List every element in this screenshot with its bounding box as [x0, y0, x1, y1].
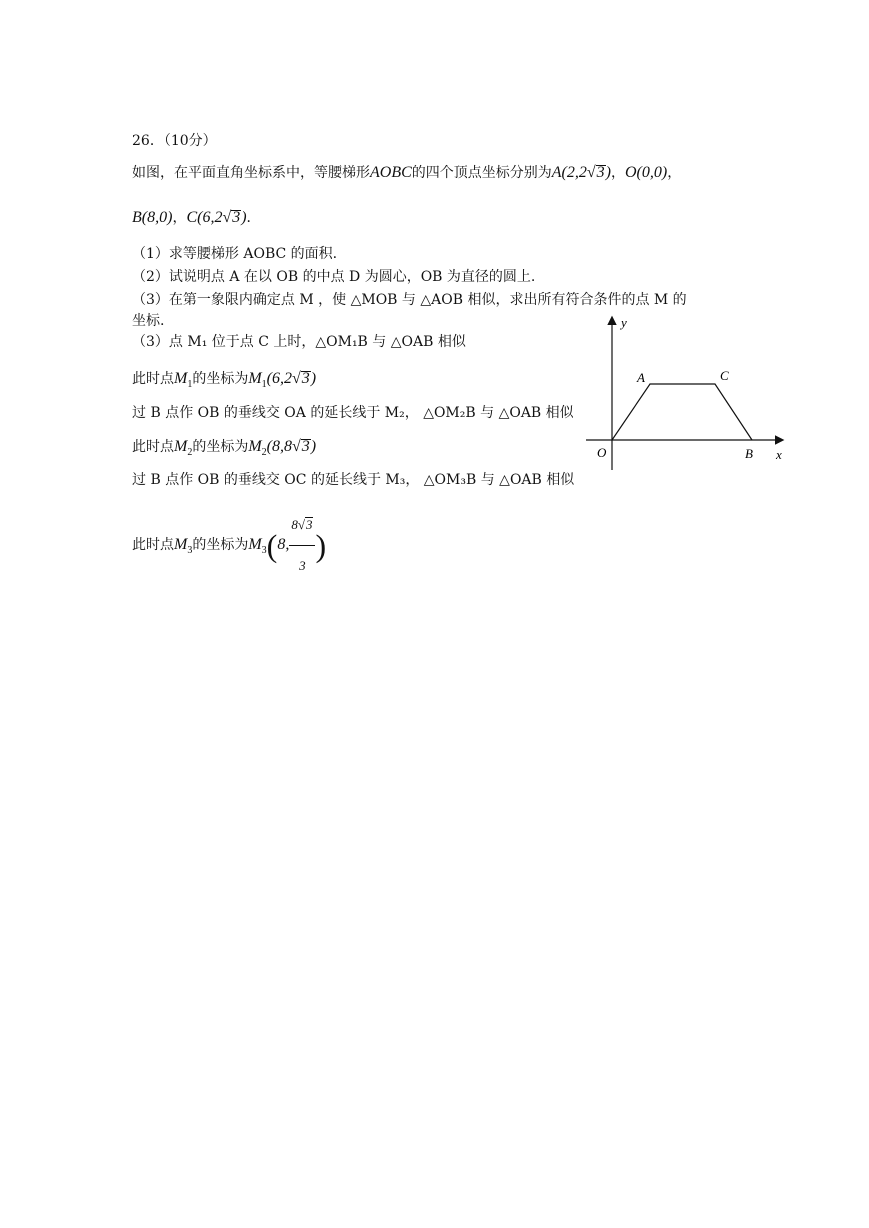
problem-coords-line2: B(8,0)，C(6,2√3)．: [132, 209, 261, 226]
solution-line-4: 此时点$M_2$的坐标为$M_2(8,8√3)$: [132, 438, 317, 459]
question-2: （2）试说明点 A 在以 OB 的中点 D 为圆心，OB 为直径的圆上.: [132, 269, 536, 285]
trapezoid-AOBC: [612, 384, 752, 440]
coord-M2: $M_2(8,8√3)$: [248, 438, 317, 459]
label-O: O: [597, 445, 607, 460]
label-y: y: [621, 315, 627, 330]
label-C: C: [720, 368, 729, 383]
solution-line-2: 此时点$M_1$的坐标为$M_1(6,2√3)$: [132, 370, 317, 391]
problem-number: 26．（10分）: [132, 133, 217, 149]
coord-B: B(8,0): [132, 209, 173, 226]
solution-line-1: （3）点 M₁ 位于点 C 上时，△OM₁B 与 △OAB 相似: [132, 334, 466, 350]
label-B: B: [745, 446, 753, 461]
coord-C: C(6,2√3): [186, 209, 247, 226]
solution-line-3: 过 B 点作 OB 的垂线交 OA 的延长线于 M₂， △OM₂B 与 △OAB 相似: [132, 405, 574, 421]
trapezoid-name: AOBC: [370, 164, 412, 181]
question-3-line2: 坐标.: [132, 313, 165, 329]
coord-M1: $M_1(6,2√3)$: [248, 370, 317, 391]
solution-line-5: 过 B 点作 OB 的垂线交 OC 的延长线于 M₃， △OM₃B 与 △OAB 相似: [132, 472, 575, 488]
coord-O: O(0,0): [625, 164, 668, 181]
question-3-line1: （3）在第一象限内确定点 M ，使 △MOB 与 △AOB 相似，求出所有符合条件的点 M 的: [132, 292, 687, 308]
intro-prefix: 如图，在平面直角坐标系中，等腰梯形: [132, 165, 370, 181]
problem-intro: 如图，在平面直角坐标系中，等腰梯形AOBC的四个顶点坐标分别为A(2,2√3)，O(0,0)，: [132, 164, 682, 181]
question-1: （1）求等腰梯形 AOBC 的面积.: [132, 246, 338, 262]
solution-line-6: 此时点$M_3$的坐标为$M_3(8$, $\frac{8√3}{3}$ ): [132, 505, 326, 586]
coord-M3: $M_3(8$, $\frac{8√3}{3}$ ): [248, 536, 326, 553]
label-A: A: [637, 370, 645, 385]
intro-mid: 的四个顶点坐标分别为: [411, 165, 552, 181]
coord-A: A(2,2√3): [551, 164, 611, 181]
label-x: x: [776, 447, 782, 462]
